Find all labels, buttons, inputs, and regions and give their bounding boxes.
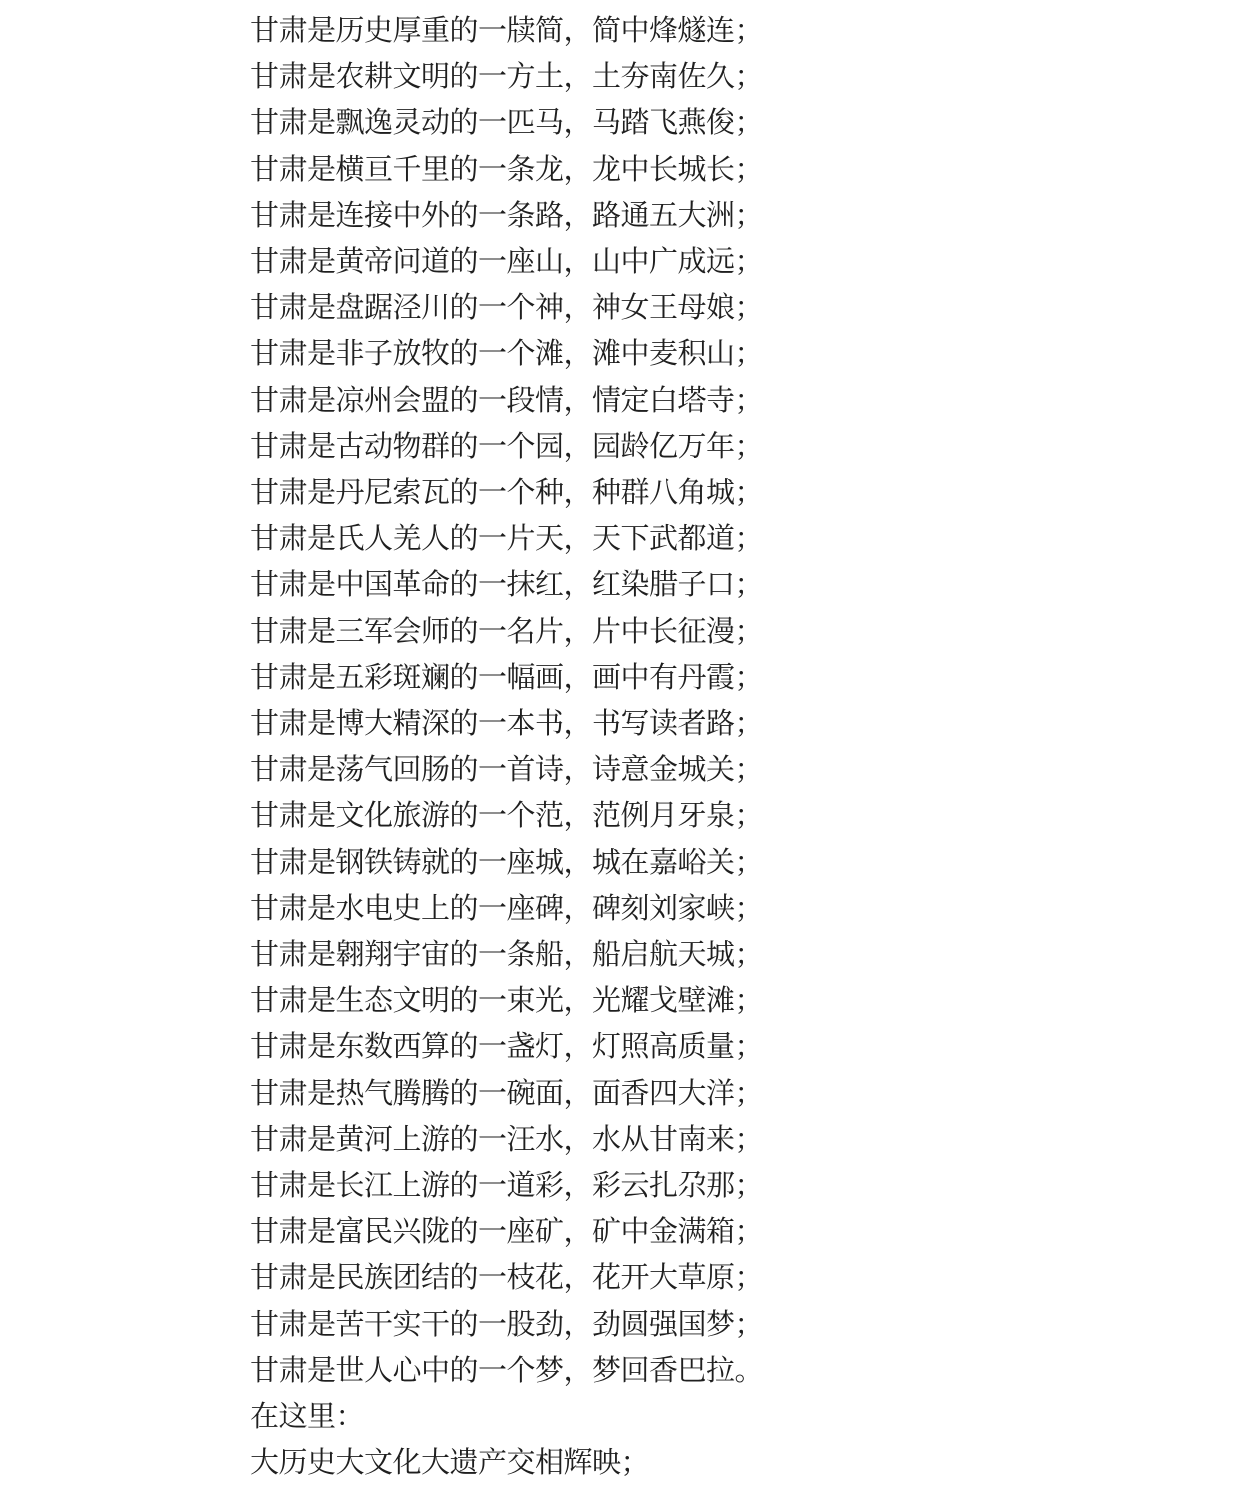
poem-line: 甘肃是历史厚重的一牍简，简中烽燧连； <box>250 15 764 47</box>
poem-line: 在这里： <box>250 1401 365 1434</box>
poem-line: 甘肃是生态文明的一束光，光耀戈壁滩； <box>250 985 764 1018</box>
poem-line: 甘肃是富民兴陇的一座矿，矿中金满箱； <box>250 1216 764 1249</box>
poem-line: 甘肃是民族团结的一枝花，花开大草原； <box>250 1262 764 1295</box>
poem-line: 甘肃是黄帝问道的一座山，山中广成远； <box>250 246 764 279</box>
poem-line: 甘肃是古动物群的一个园，园龄亿万年； <box>250 430 764 463</box>
poem-line: 甘肃是三军会师的一名片，片中长征漫； <box>250 615 764 648</box>
poem-line: 甘肃是翱翔宇宙的一条船，船启航天城； <box>250 939 764 972</box>
poem-line: 甘肃是氏人羌人的一片天，天下武都道； <box>250 523 764 556</box>
poem-line: 甘肃是苦干实干的一股劲，劲圆强国梦； <box>250 1308 764 1341</box>
poem-line: 甘肃是盘踞泾川的一个神，神女王母娘； <box>250 292 764 325</box>
poem-line: 甘肃是钢铁铸就的一座城，城在嘉峪关； <box>250 846 764 879</box>
poem-line: 甘肃是中国革命的一抹红，红染腊子口； <box>250 569 764 602</box>
poem-line: 甘肃是横亘千里的一条龙，龙中长城长； <box>250 153 764 186</box>
poem-line: 甘肃是长江上游的一道彩，彩云扎尕那； <box>250 1170 764 1203</box>
poem-line: 甘肃是荡气回肠的一首诗，诗意金城关； <box>250 754 764 787</box>
poem-line: 甘肃是博大精深的一本书，书写读者路； <box>250 708 764 741</box>
poem-line: 甘肃是连接中外的一条路，路通五大洲； <box>250 199 764 232</box>
poem-line: 甘肃是世人心中的一个梦，梦回香巴拉。 <box>250 1354 764 1387</box>
poem-line: 甘肃是水电史上的一座碑，碑刻刘家峡； <box>250 892 764 925</box>
poem-text-block <box>250 8 1220 1487</box>
poem-line: 甘肃是热气腾腾的一碗面，面香四大洋； <box>250 1077 764 1110</box>
poem-line: 甘肃是五彩斑斓的一幅画，画中有丹霞； <box>250 661 764 694</box>
poem-line: 甘肃是飘逸灵动的一匹马，马踏飞燕俊； <box>250 107 764 140</box>
poem-line: 甘肃是文化旅游的一个范，范例月牙泉； <box>250 800 764 833</box>
poem-line: 甘肃是凉州会盟的一段情，情定白塔寺； <box>250 384 764 417</box>
poem-line: 甘肃是黄河上游的一汪水，水从甘南来； <box>250 1123 764 1156</box>
poem-line: 甘肃是丹尼索瓦的一个种，种群八角城； <box>250 477 764 510</box>
poem-line: 甘肃是非子放牧的一个滩，滩中麦积山； <box>250 338 764 371</box>
poem-line: 大历史大文化大遗产交相辉映； <box>250 1447 650 1480</box>
poem-line: 甘肃是东数西算的一盏灯，灯照高质量； <box>250 1031 764 1064</box>
poem-line: 甘肃是农耕文明的一方土，土夯南佐久； <box>250 61 764 94</box>
